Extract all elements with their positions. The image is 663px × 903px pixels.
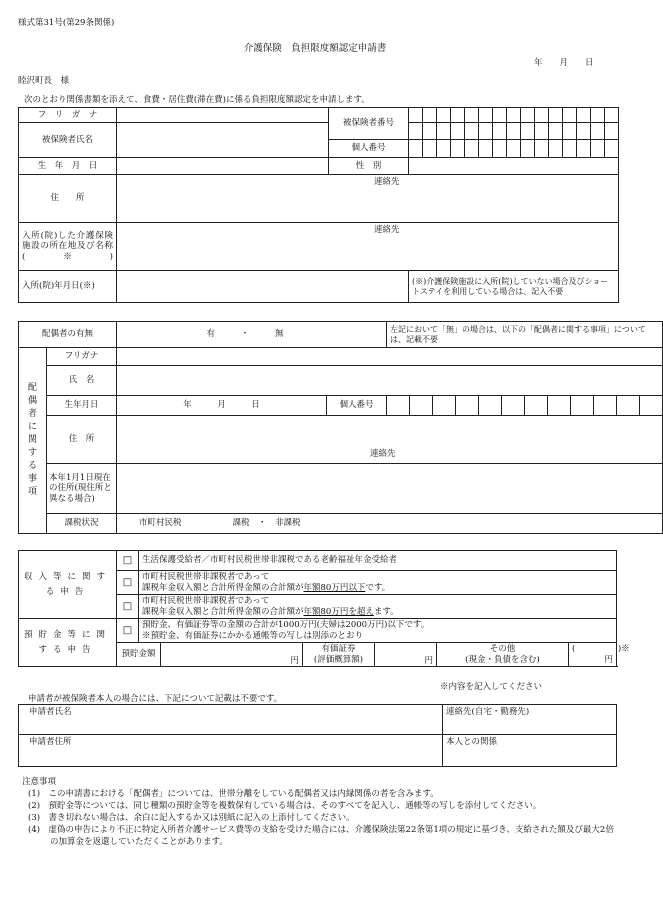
facility-note: (※)介護保険施設に入所(院)していない場合及びショートステイを利用している場合は、記入不要 <box>409 271 619 303</box>
spouse-yes[interactable]: 有 <box>206 329 216 340</box>
notes-section <box>22 776 614 848</box>
requester-note: 申請者が被保険者本人の場合には、下記について記載は不要です。 <box>28 694 283 704</box>
requester-table <box>18 704 617 767</box>
sex-field[interactable] <box>409 158 619 175</box>
spouse-tax-label: 課税状況 <box>47 514 117 534</box>
income-option-2: 市町村民税世帯非課税者であって 課税年金収入額と合計所得金額の合計額が年額80万円以下です。 <box>139 571 617 595</box>
spouse-furigana-label: フリガナ <box>47 348 117 366</box>
spouse-contact-label: 連絡先 <box>370 448 396 459</box>
spouse-no[interactable]: 無 <box>275 329 284 340</box>
spouse-name-field[interactable] <box>117 366 663 396</box>
birth-label: 生 年 月 日 <box>19 158 117 175</box>
facility-field[interactable] <box>117 223 619 271</box>
spouse-furigana-field[interactable] <box>117 348 663 366</box>
note-item: (3) 書き切れない場合は、余白に記入するか又は別紙に記入の上添付してください。 <box>28 813 355 823</box>
securities-field[interactable]: 円 <box>375 643 437 667</box>
spouse-side-label: 配偶者に関する事項 <box>19 348 47 534</box>
savings-label: 預貯金等に関する申告 <box>19 619 117 667</box>
note-item: (4) 虚偽の申告により不正に特定入所者介護サービス費等の支給を受けた場合には、介護保険法第22条第1項の規定に基づき、支給された額及び最大2倍の加算金を返還していただくことがあります。 <box>28 825 614 847</box>
spouse-jan1-address-label: 本年1月1日現在の住所(現住所と異なる場合) <box>47 464 117 514</box>
savings-checkbox[interactable]: □ <box>117 619 139 643</box>
spouse-birth-label: 生年月日 <box>47 396 117 416</box>
income-option-1: 生活保護受給者／市町村民税世帯非課税である老齢福祉年金受給者 <box>139 551 617 571</box>
spouse-birth-field[interactable]: 年 月 日 <box>117 396 327 416</box>
requester-name-field[interactable]: 申請者氏名 <box>19 705 443 735</box>
income-option-3: 市町村民税世帯非課税者であって 課税年金収入額と合計所得金額の合計額が年額80万円を超えます。 <box>139 595 617 619</box>
facility-contact-label: 連絡先 <box>374 225 400 235</box>
spouse-tax-status[interactable]: 市町村民税 課税 ・ 非課税 <box>117 514 663 534</box>
notes-heading: 注意事項 <box>22 777 57 787</box>
income-option-3-checkbox[interactable]: □ <box>117 595 139 619</box>
requester-address-field[interactable]: 申請者住所 <box>19 735 443 767</box>
deposit-field[interactable]: 円 <box>161 643 303 667</box>
securities-label: 有価証券 (評価概算額) <box>303 643 375 667</box>
admission-date-label: 入所(院)年月日(※) <box>19 271 117 303</box>
birth-field[interactable] <box>117 158 329 175</box>
requester-relation-field[interactable]: 本人との関係 <box>443 735 617 767</box>
spouse-address-label: 住 所 <box>47 416 117 464</box>
address-field[interactable] <box>117 175 619 223</box>
insured-name-label: 被保険者氏名 <box>19 123 117 158</box>
addressee: 睦沢町長 様 <box>18 76 70 86</box>
spouse-address-field[interactable] <box>117 416 663 464</box>
address-label: 住 所 <box>19 175 117 223</box>
intro-text: 次のとおり関係書類を添えて、食費・居住費(滞在費)に係る負担限度額認定を申請します。 <box>24 95 370 105</box>
spouse-personal-number-label: 個人番号 <box>327 396 387 416</box>
other-assets-label: その他 (現金・負債を含む) <box>437 643 569 667</box>
spouse-jan1-address-field[interactable] <box>117 464 663 514</box>
note-item: (1) この申請書における「配偶者」については、世帯分離をしている配偶者又は内縁関係の者を含みます。 <box>28 789 439 799</box>
spouse-presence-choice[interactable]: 有 ・ 無 <box>117 322 387 348</box>
spouse-table <box>18 321 663 534</box>
sex-label: 性 別 <box>329 158 409 175</box>
spouse-name-label: 氏 名 <box>47 366 117 396</box>
deposit-label: 預貯金額 <box>117 643 161 667</box>
savings-declaration: 預貯金、有価証券等の金額の合計が1000万円(夫婦は2000万円)以下です。 ※預貯金、有価証券にかかる通帳等の写しは別添のとおり <box>139 619 617 643</box>
income-option-1-checkbox[interactable]: □ <box>117 551 139 571</box>
date-line: 年 月 日 <box>534 58 594 68</box>
insured-number-label: 被保険者番号 <box>329 108 409 140</box>
income-option-2-checkbox[interactable]: □ <box>117 571 139 595</box>
form-number: 様式第31号(第29条関係) <box>18 18 115 28</box>
note-item: (2) 預貯金等については、同じ種類の預貯金等を複数保有している場合は、そのすべてを記入し、通帳等の写しを添付してください。 <box>28 801 542 811</box>
savings-footnote: ※内容を記入してください <box>440 682 543 692</box>
furigana-field[interactable] <box>117 108 329 123</box>
personal-number-label: 個人番号 <box>329 140 409 158</box>
income-savings-table <box>18 550 630 667</box>
applicant-table <box>18 107 619 303</box>
requester-contact-field[interactable]: 連絡先(自宅・勤務先) <box>443 705 617 735</box>
furigana-label: フ リ ガ ナ <box>19 108 117 123</box>
facility-label: 入所(院)した介護保険施設の所在地及び名称(※) <box>19 223 117 271</box>
other-assets-field[interactable]: ( )※ 円 <box>569 643 617 667</box>
insured-name-field[interactable] <box>117 123 329 158</box>
income-label: 収入等に関する申告 <box>19 551 117 619</box>
admission-date-field[interactable] <box>117 271 409 303</box>
form-title: 介護保険 負担限度額認定申請書 <box>243 43 387 54</box>
address-contact-label: 連絡先 <box>374 177 400 187</box>
spouse-presence-label: 配偶者の有無 <box>19 322 117 348</box>
spouse-presence-note: 左記において「無」の場合は、以下の「配偶者に関する事項」については、記載不要 <box>387 322 663 348</box>
